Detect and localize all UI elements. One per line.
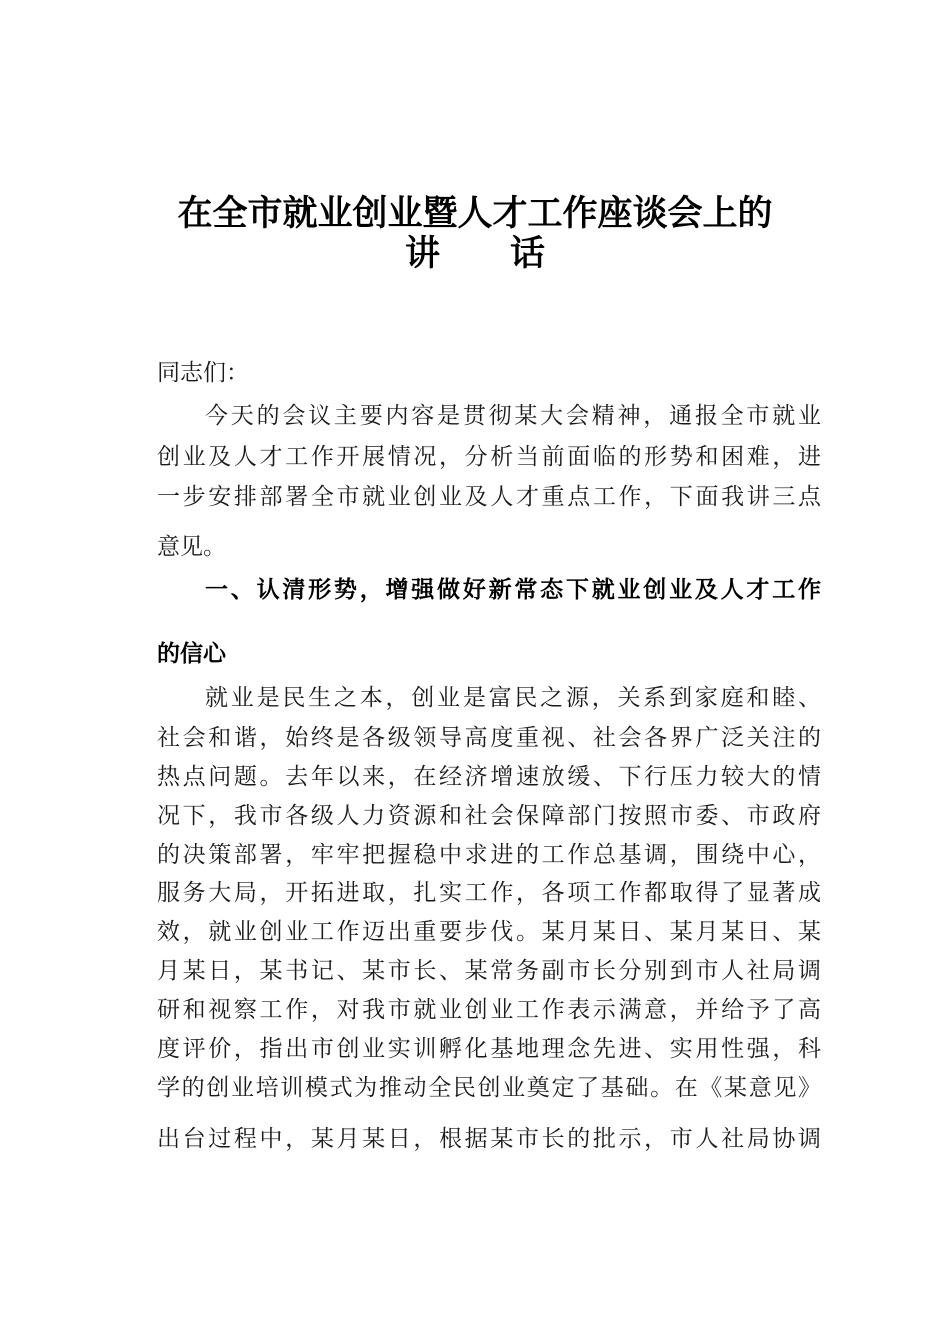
paragraph-line: 出台过程中，某月某日，根据某市长的批示，市人社局协调 xyxy=(157,1126,821,1152)
paragraph-line: 研和视察工作，对我市就业创业工作表示满意，并给予了高 xyxy=(157,997,821,1023)
paragraph-line: 一步安排部署全市就业创业及人才重点工作，下面我讲三点 xyxy=(157,484,821,510)
paragraph-line: 今天的会议主要内容是贯彻某大会精神，通报全市就业 xyxy=(205,403,821,429)
paragraph-line: 社会和谐，始终是各级领导高度重视、社会各界广泛关注的 xyxy=(157,725,821,751)
paragraph-line: 热点问题。去年以来，在经济增速放缓、下行压力较大的情 xyxy=(157,764,821,790)
document-title-line-1: 在全市就业创业暨人才工作座谈会上的 xyxy=(177,194,773,234)
document-title-line-2 xyxy=(0,226,950,276)
title-char-2: 话 xyxy=(510,234,546,274)
paragraph-line: 效，就业创业工作迈出重要步伐。某月某日、某月某日、某 xyxy=(157,919,821,945)
paragraph-line: 的决策部署，牢牢把握稳中求进的工作总基调，围绕中心， xyxy=(157,842,821,868)
paragraph-line: 度评价，指出市创业实训孵化基地理念先进、实用性强，科 xyxy=(157,1036,821,1062)
section-heading: 的信心 xyxy=(157,641,226,667)
paragraph-line: 就业是民生之本，创业是富民之源，关系到家庭和睦、 xyxy=(205,685,821,711)
section-heading: 一、认清形势，增强做好新常态下就业创业及人才工作 xyxy=(205,577,821,603)
paragraph-line: 学的创业培训模式为推动全民创业奠定了基础。在《某意见》 xyxy=(157,1075,821,1101)
paragraph-line: 况下，我市各级人力资源和社会保障部门按照市委、市政府 xyxy=(157,803,821,829)
paragraph-line: 服务大局，开拓进取，扎实工作，各项工作都取得了显著成 xyxy=(157,880,821,906)
paragraph-line: 意见。 xyxy=(157,534,226,560)
paragraph-line: 创业及人才工作开展情况，分析当前面临的形势和困难，进 xyxy=(157,444,821,470)
title-char-1: 讲 xyxy=(404,234,440,274)
greeting: 同志们： xyxy=(157,360,249,386)
paragraph-line: 月某日，某书记、某市长、某常务副市长分别到市人社局调 xyxy=(157,958,821,984)
